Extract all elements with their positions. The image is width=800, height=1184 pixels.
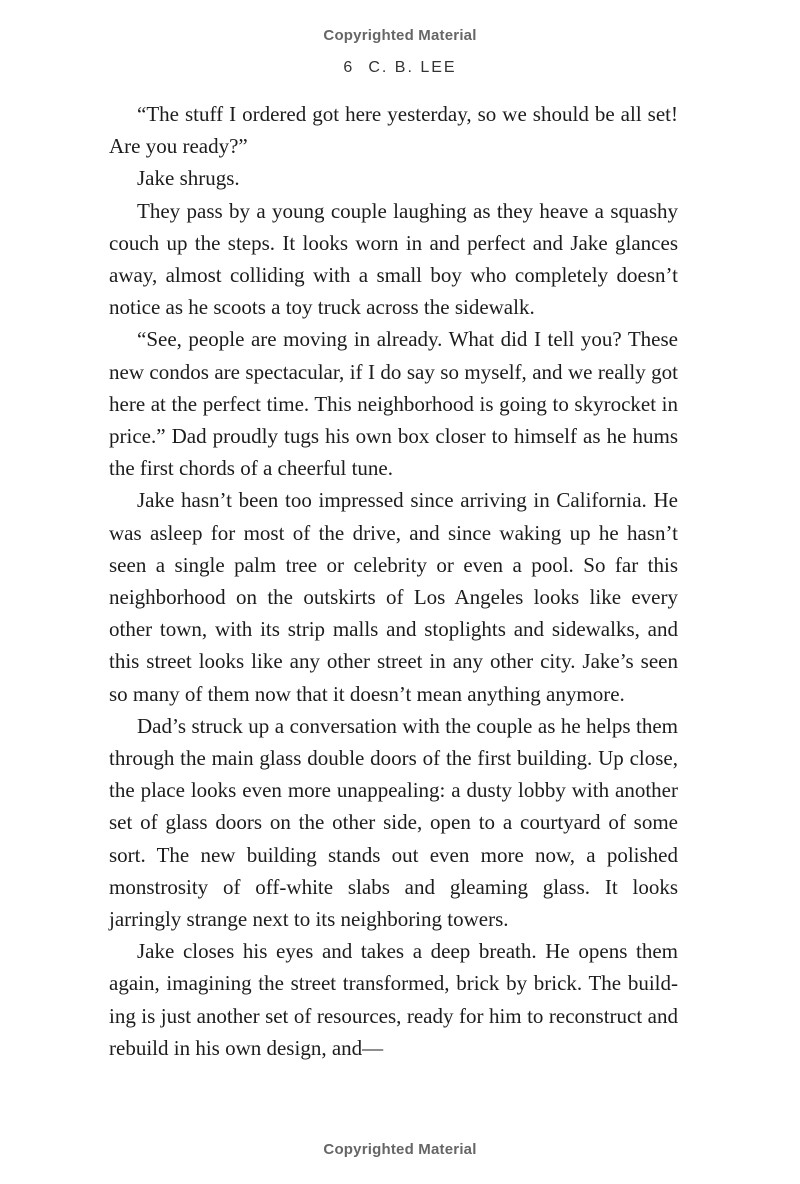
paragraph-3: They pass by a young couple laughing as they heave a squashy couch up the steps. It looks worn in and perfect and Jake glances away, almost colliding with a small boy who completely doesn’t notice as he scoots a toy truck across the sidewalk. bbox=[109, 198, 678, 320]
paragraph-7: Jake closes his eyes and takes a deep breath. He opens them again, imagining the street transformed, brick by brick. The building is just another set of resources, ready for him to reconstruct and rebuild in his own design, and— bbox=[109, 939, 678, 1060]
copyright-watermark-bottom: Copyrighted Material bbox=[323, 1141, 477, 1158]
paragraph-5: Jake hasn’t been too impressed since arriving in California. He was asleep for most of the drive, and since waking up he hasn’t seen a single palm tree or celebrity or even a pool. So far this neighborhood on the outskirts of Los Angeles looks like every other town, with its strip malls and stoplights and sidewalks, and this street looks like any other street in any other city. Jake’s seen so many of them now that it doesn’t mean anything anymore. bbox=[109, 488, 678, 706]
body-text bbox=[109, 98, 678, 1064]
paragraph-2: Jake shrugs. bbox=[137, 166, 240, 191]
running-head bbox=[0, 59, 800, 77]
author-name: C. B. LEE bbox=[368, 59, 457, 76]
page-number: 6 bbox=[343, 59, 355, 76]
paragraph-4: “See, people are moving in already. What did I tell you? These new condos are spectacular, if I do say so myself, and we really got here at the perfect time. This neighborhood is going to skyrocket in price.” Dad proudly tugs his own box closer to himself as he hums the first chords of a cheerful tune. bbox=[109, 327, 678, 481]
paragraph-6: Dad’s struck up a conversation with the couple as he helps them through the main glass double doors of the first building. Up close, the place looks even more unappealing: a dusty lobby with another set of glass doors on the other side, open to a courtyard of some sort. The new building stands out even more now, a polished monstrosity of off-white slabs and gleaming glass. It looks jarringly strange next to its neighboring towers. bbox=[109, 713, 678, 932]
paragraph-1: “The stuff I ordered got here yesterday, so we should be all set! Are you ready?” bbox=[109, 102, 678, 159]
copyright-watermark-top: Copyrighted Material bbox=[323, 27, 477, 44]
